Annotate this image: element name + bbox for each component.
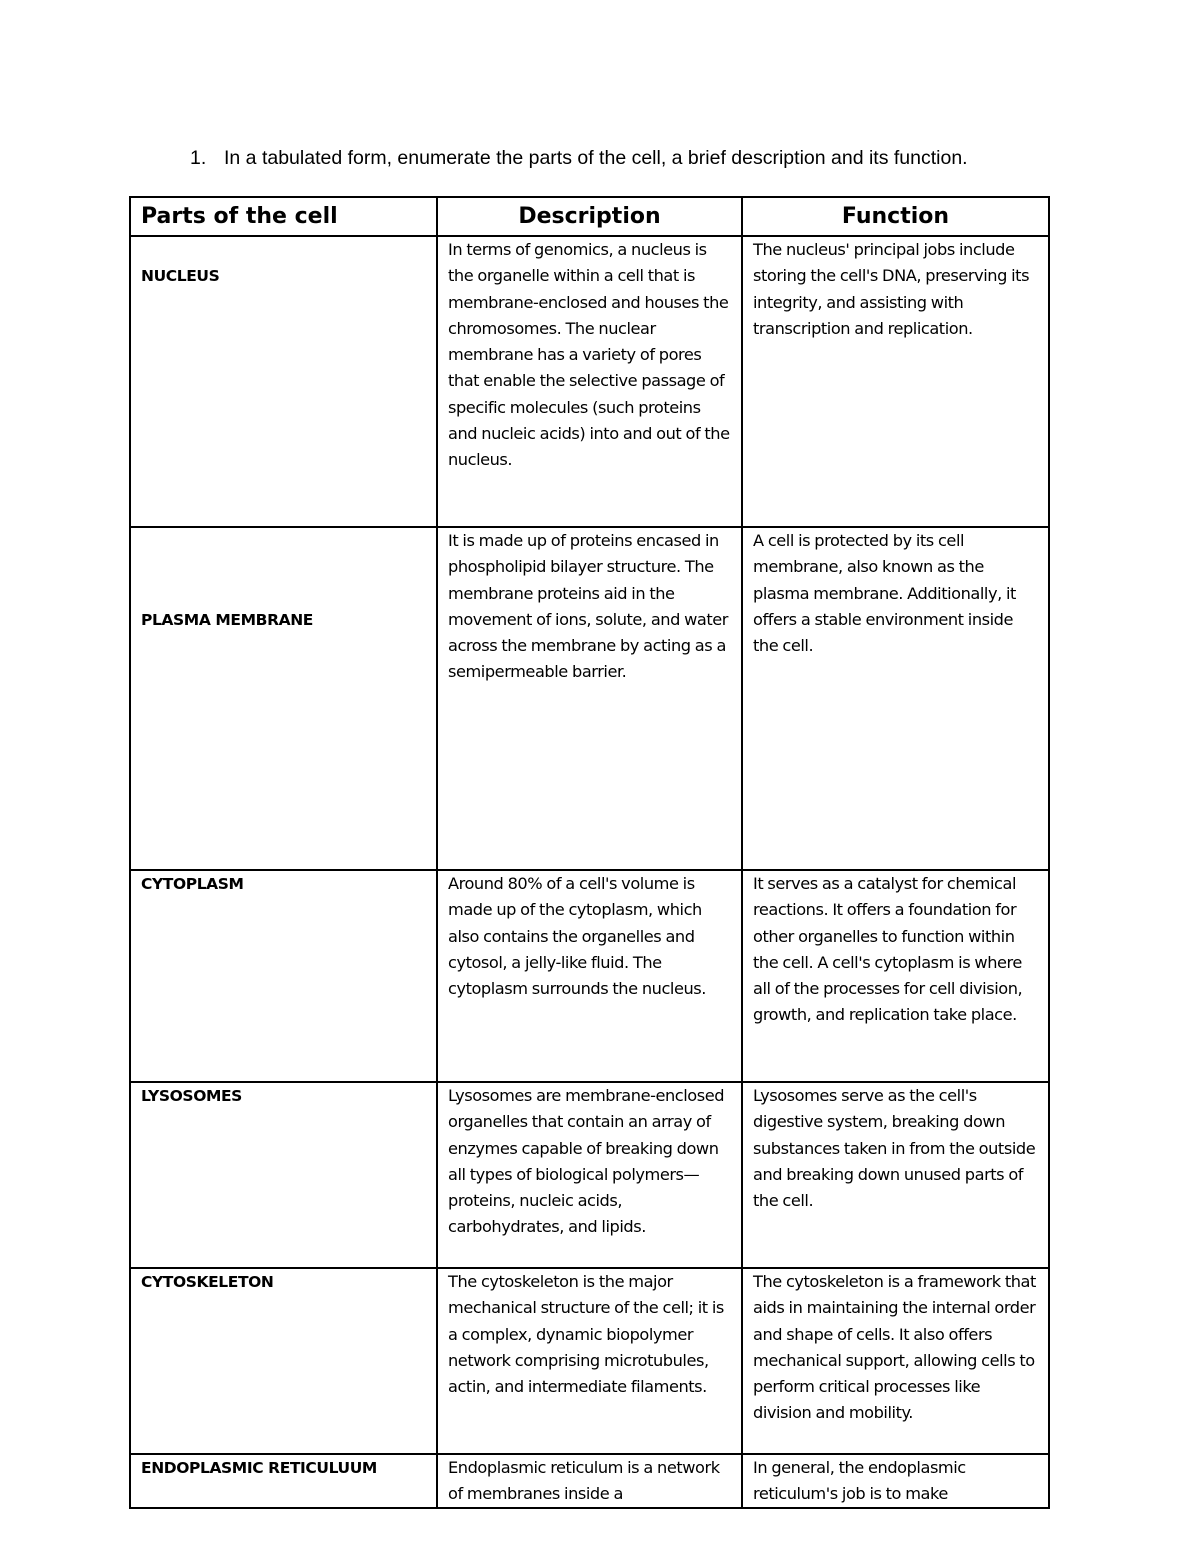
- part-description: [437, 1454, 742, 1508]
- table-row: [130, 1454, 1049, 1508]
- part-function: A cell is protected by its cell membrane, also known as the plasma membrane. Additionally, it offers a stable environment inside the cell.: [742, 527, 1049, 870]
- part-name: CYTOPLASM: [130, 870, 437, 1082]
- header-description: Description: [437, 197, 742, 236]
- table-row: [130, 236, 1049, 527]
- part-function: It serves as a catalyst for chemical reactions. It offers a foundation for other organelles to function within the cell. A cell's cytoplasm is where all of the processes for cell division, growth, and replication take place.: [742, 870, 1049, 1082]
- part-name: NUCLEUS: [130, 236, 437, 527]
- part-description-text: Endoplasmic reticulum is a network of membranes inside a: [448, 1458, 720, 1504]
- table-row: [130, 870, 1049, 1082]
- question-prompt: [190, 146, 968, 170]
- part-description: It is made up of proteins encased in phospholipid bilayer structure. The membrane proteins aid in the movement of ions, solute, and water across the membrane by acting as a semipermeable barrier.: [437, 527, 742, 870]
- header-function: Function: [742, 197, 1049, 236]
- table-row: [130, 527, 1049, 870]
- part-function: [742, 1454, 1049, 1508]
- part-name: ENDOPLASMIC RETICULUUM: [130, 1454, 437, 1508]
- table-header-row: [130, 197, 1049, 236]
- question-number: 1.: [190, 147, 207, 169]
- part-function-text: In general, the endoplasmic reticulum's job is to make: [753, 1458, 966, 1504]
- cell-parts-table: [129, 196, 1050, 1509]
- part-name: CYTOSKELETON: [130, 1268, 437, 1454]
- header-parts: Parts of the cell: [130, 197, 437, 236]
- part-function: The cytoskeleton is a framework that aids in maintaining the internal order and shape of cells. It also offers mechanical support, allowing cells to perform critical processes like division and mobility.: [742, 1268, 1049, 1454]
- part-function: The nucleus' principal jobs include storing the cell's DNA, preserving its integrity, and assisting with transcription and replication.: [742, 236, 1049, 527]
- part-name: LYSOSOMES: [130, 1082, 437, 1268]
- question-text: In a tabulated form, enumerate the parts of the cell, a brief description and its function.: [224, 147, 968, 169]
- part-function: Lysosomes serve as the cell's digestive system, breaking down substances taken in from the outside and breaking down unused parts of the cell.: [742, 1082, 1049, 1268]
- table-row: [130, 1268, 1049, 1454]
- part-description: The cytoskeleton is the major mechanical structure of the cell; it is a complex, dynamic biopolymer network comprising microtubules, actin, and intermediate filaments.: [437, 1268, 742, 1454]
- part-description: Around 80% of a cell's volume is made up of the cytoplasm, which also contains the organelles and cytosol, a jelly-like fluid. The cytoplasm surrounds the nucleus.: [437, 870, 742, 1082]
- part-name: PLASMA MEMBRANE: [130, 527, 437, 870]
- table-row: [130, 1082, 1049, 1268]
- part-description: In terms of genomics, a nucleus is the organelle within a cell that is membrane-enclosed and houses the chromosomes. The nuclear membrane has a variety of pores that enable the selective passage of specific molecules (such proteins and nucleic acids) into and out of the nucleus.: [437, 236, 742, 527]
- part-description: Lysosomes are membrane-enclosed organelles that contain an array of enzymes capable of breaking down all types of biological polymers—proteins, nucleic acids, carbohydrates, and lipids.: [437, 1082, 742, 1268]
